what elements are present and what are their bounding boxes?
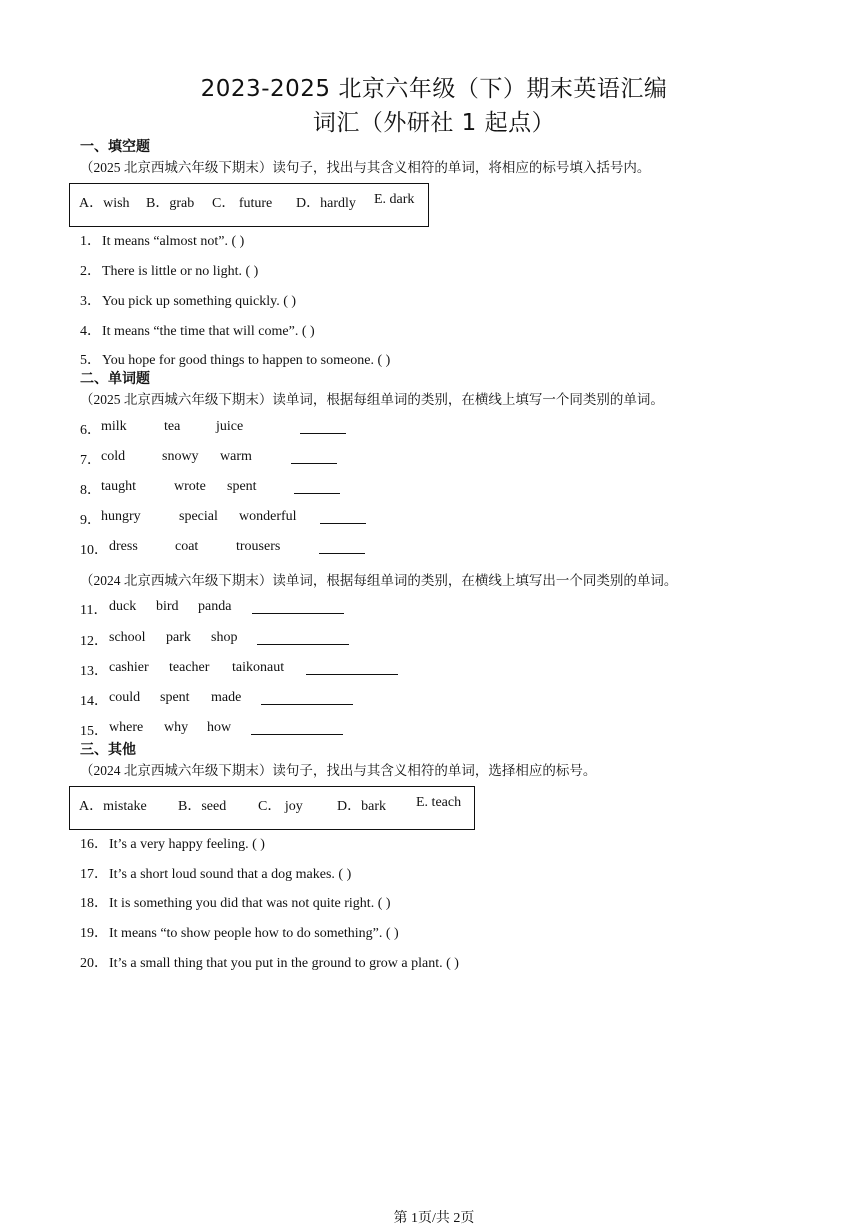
word: could — [109, 690, 141, 705]
section2-heading: 二、单词题 — [80, 371, 150, 387]
answer-blank[interactable] — [300, 419, 346, 434]
section3-instruction: （2024 北京西城六年级下期末）读句子，找出与其含义相符的单词，选择相应的标号。 — [80, 763, 597, 778]
word: taught — [101, 479, 136, 494]
option-e: E. dark — [374, 192, 415, 207]
answer-blank[interactable] — [251, 720, 343, 735]
question-number: 13． — [80, 664, 108, 679]
question-18: 18．It is something you did that was not quite right. ( ) — [80, 896, 391, 911]
word: park — [166, 630, 191, 645]
word: how — [207, 720, 232, 735]
word: spent — [160, 690, 190, 705]
section3-heading: 三、其他 — [80, 742, 136, 758]
question-number: 11． — [80, 603, 108, 618]
answer-blank[interactable] — [261, 690, 353, 705]
option-a: A．mistake — [79, 799, 147, 814]
question-number: 12． — [80, 634, 108, 649]
page-title: 2023-2025 北京六年级（下）期末英语汇编 — [200, 76, 668, 102]
question-4: 4．It means “the time that will come”. ( ) — [80, 324, 315, 339]
word: trousers — [236, 539, 281, 554]
question-number: 10． — [80, 543, 108, 558]
question-20: 20．It’s a small thing that you put in the ground to grow a plant. ( ) — [80, 956, 459, 971]
option-e: E. teach — [416, 795, 462, 810]
answer-blank[interactable] — [306, 660, 398, 675]
section1-heading: 一、填空题 — [80, 139, 150, 155]
section3-options-box — [69, 786, 475, 830]
word: bird — [156, 599, 179, 614]
word: warm — [220, 449, 252, 464]
word: panda — [198, 599, 232, 614]
page-footer: 第 1页/共 2页 — [393, 1211, 475, 1226]
answer-blank[interactable] — [291, 449, 337, 464]
word: where — [109, 720, 144, 735]
word: milk — [101, 419, 127, 434]
answer-blank[interactable] — [320, 509, 366, 524]
word: tea — [164, 419, 181, 434]
question-number: 14． — [80, 694, 108, 709]
word: dress — [109, 539, 138, 554]
question-number: 15． — [80, 724, 108, 739]
answer-blank[interactable] — [319, 539, 365, 554]
option-a: A．wish — [79, 196, 130, 211]
question-number: 9． — [80, 513, 101, 528]
page-subtitle: 词汇（外研社 1 起点） — [312, 110, 556, 136]
option-c: C． joy — [258, 799, 303, 814]
word: juice — [216, 419, 244, 434]
question-5: 5．You hope for good things to happen to someone. ( ) — [80, 353, 391, 368]
question-2: 2．There is little or no light. ( ) — [80, 264, 259, 279]
question-1: 1．It means “almost not”. ( ) — [80, 234, 245, 249]
answer-blank[interactable] — [257, 630, 349, 645]
word: special — [179, 509, 218, 524]
word: why — [164, 720, 189, 735]
option-d: D．hardly — [296, 196, 356, 211]
section2-instruction-1: （2025 北京西城六年级下期末）读单词，根据每组单词的类别，在横线上填写一个同类别的单词。 — [80, 392, 664, 407]
section1-instruction: （2025 北京西城六年级下期末）读句子，找出与其含义相符的单词，将相应的标号填入括号内。 — [80, 160, 651, 175]
question-17: 17．It’s a short loud sound that a dog makes. ( ) — [80, 867, 352, 882]
word: school — [109, 630, 146, 645]
answer-blank[interactable] — [294, 479, 340, 494]
word: wrote — [174, 479, 206, 494]
word: wonderful — [239, 509, 297, 524]
word: shop — [211, 630, 238, 645]
option-c: C． future — [212, 196, 273, 211]
word: coat — [175, 539, 199, 554]
question-number: 7． — [80, 453, 101, 468]
section1-options-box — [69, 183, 429, 227]
question-19: 19．It means “to show people how to do something”. ( ) — [80, 926, 399, 941]
word: taikonaut — [232, 660, 285, 675]
question-number: 6． — [80, 423, 101, 438]
word: snowy — [162, 449, 199, 464]
section2-instruction-2: （2024 北京西城六年级下期末）读单词，根据每组单词的类别，在横线上填写出一个同类别的单词。 — [80, 573, 678, 588]
word: cashier — [109, 660, 149, 675]
option-b: B．grab — [146, 196, 195, 211]
option-b: B．seed — [178, 799, 227, 814]
question-3: 3．You pick up something quickly. ( ) — [80, 294, 297, 309]
answer-blank[interactable] — [252, 599, 344, 614]
word: hungry — [101, 509, 141, 524]
word: spent — [227, 479, 257, 494]
question-16: 16．It’s a very happy feeling. ( ) — [80, 837, 265, 852]
word: cold — [101, 449, 126, 464]
word: teacher — [169, 660, 210, 675]
word: made — [211, 690, 242, 705]
word: duck — [109, 599, 137, 614]
question-number: 8． — [80, 483, 101, 498]
option-d: D．bark — [337, 799, 386, 814]
